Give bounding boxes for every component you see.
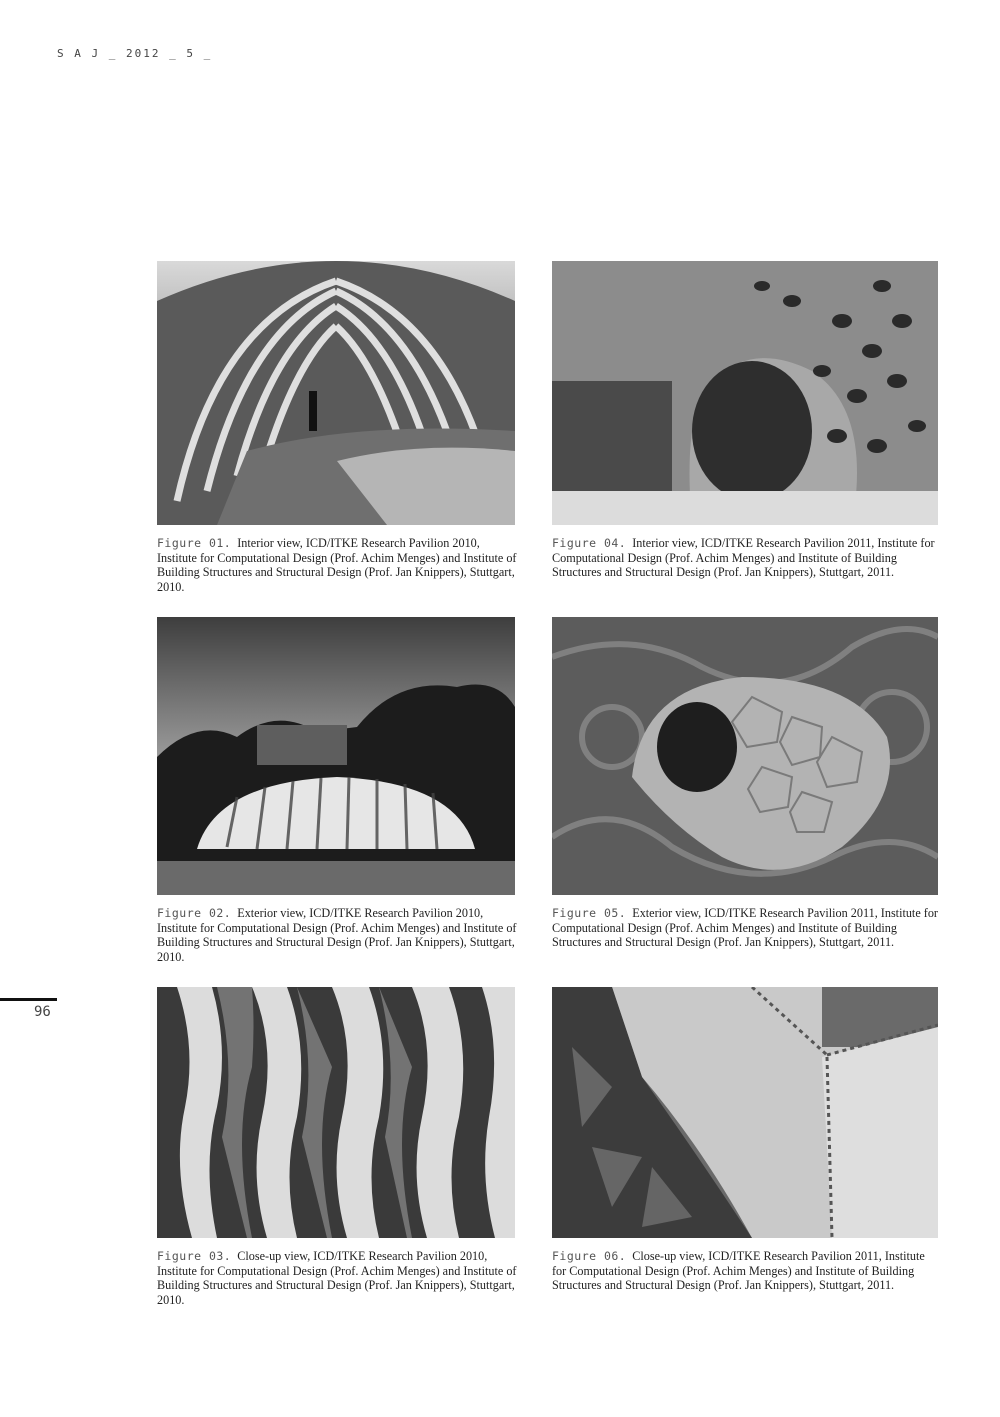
- figure-03-label: Figure 03.: [157, 1249, 232, 1263]
- figure-01-caption: [157, 536, 517, 594]
- page-number: 96: [34, 1004, 51, 1020]
- journal-abbreviation: S A J: [57, 47, 101, 60]
- running-header: [57, 47, 212, 60]
- figure-03-photo: [157, 987, 515, 1238]
- header-separator: _: [203, 47, 213, 60]
- figure-02-label: Figure 02.: [157, 906, 232, 920]
- header-separator: _: [108, 47, 118, 60]
- figure-04-caption: [552, 536, 938, 580]
- figure-04-label: Figure 04.: [552, 536, 627, 550]
- figure-03-caption: [157, 1249, 517, 1307]
- figure-06-caption-text: Close-up view, ICD/ITKE Research Pavilion 2011, Institute for Computational Design (Prof. Achim Menges) and Institute of Building Structures and Structural Design (Prof. Jan Knippers), Stuttgart, 2011.: [552, 1249, 925, 1292]
- figure-04-photo: [552, 261, 938, 525]
- figure-01-caption-text: Interior view, ICD/ITKE Research Pavilion 2010, Institute for Computational Design (Prof. Achim Menges) and Institute of Building Structures and Structural Design (Prof. Jan Knippers), Stuttgart, 2010.: [157, 536, 517, 594]
- figure-06-photo: [552, 987, 938, 1238]
- figure-06-label: Figure 06.: [552, 1249, 627, 1263]
- figure-06-caption: [552, 1249, 938, 1293]
- figure-04-caption-text: Interior view, ICD/ITKE Research Pavilion 2011, Institute for Computational Design (Prof. Achim Menges) and Institute of Building Structures and Structural Design (Prof. Jan Knippers), Stuttgart, 2011.: [552, 536, 935, 579]
- header-separator: _: [169, 47, 178, 60]
- journal-issue: 5: [186, 47, 195, 60]
- figure-02-caption: [157, 906, 517, 964]
- figure-05-caption-text: Exterior view, ICD/ITKE Research Pavilion 2011, Institute for Computational Design (Prof. Achim Menges) and Institute of Building Structures and Structural Design (Prof. Jan Knippers), Stuttgart, 2011.: [552, 906, 938, 949]
- journal-year: 2012: [126, 47, 161, 60]
- figure-01-label: Figure 01.: [157, 536, 232, 550]
- page-number-rule: [0, 998, 57, 1001]
- figure-03-caption-text: Close-up view, ICD/ITKE Research Pavilion 2010, Institute for Computational Design (Prof. Achim Menges) and Institute of Building Structures and Structural Design (Prof. Jan Knippers), Stuttgart, 2010.: [157, 1249, 517, 1307]
- figure-05-photo: [552, 617, 938, 895]
- figure-05-caption: [552, 906, 938, 950]
- figure-01-photo: [157, 261, 515, 525]
- figure-02-photo: [157, 617, 515, 895]
- figure-02-caption-text: Exterior view, ICD/ITKE Research Pavilion 2010, Institute for Computational Design (Prof. Achim Menges) and Institute of Building Structures and Structural Design (Prof. Jan Knippers), Stuttgart, 2010.: [157, 906, 517, 964]
- figure-05-label: Figure 05.: [552, 906, 627, 920]
